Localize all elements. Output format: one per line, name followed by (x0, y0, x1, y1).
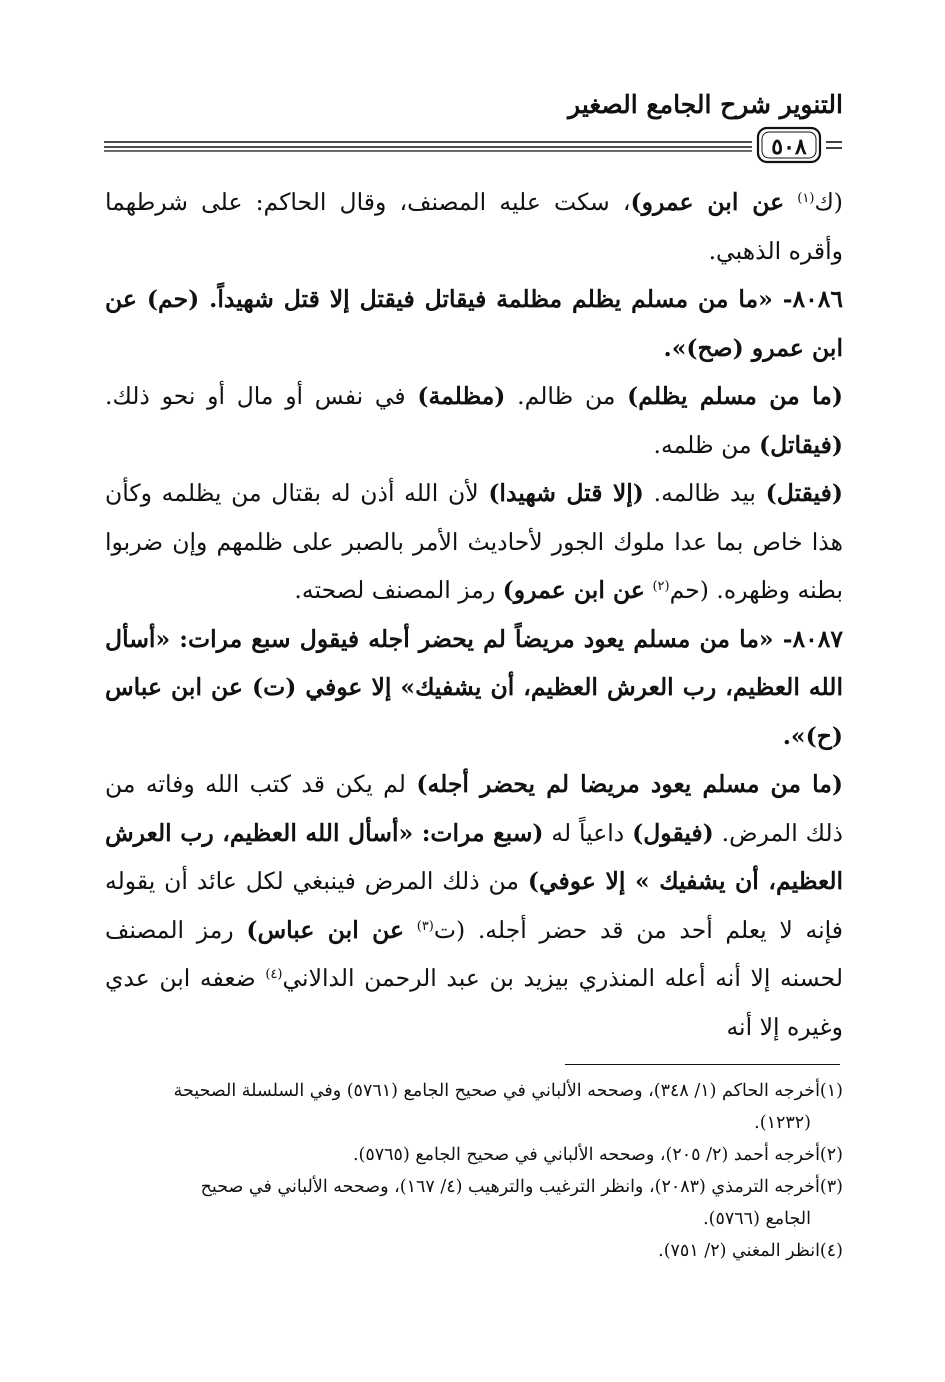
bold-text: (فيقاتل) (759, 430, 843, 459)
bold-text: (ما من مسلم يظلم) (627, 382, 843, 410)
footnote-continuation: الجامع (٥٧٦٦). (703, 1209, 811, 1229)
bold-text: (مظلمة) (417, 382, 506, 410)
bold-text: عن ابن عباس) (246, 915, 405, 944)
page-number: ٥٠٨ (771, 134, 807, 160)
text-span: رمز المصنف لحسنه إلا أنه أعله المنذري بيزيد بن عبد الرحمن الدالاني (105, 915, 844, 992)
text-span: لم يكن قد كتب الله وفاته من ذلك المرض. (105, 770, 844, 847)
paragraph (105, 469, 843, 615)
hadith-text (105, 275, 843, 372)
paragraph (105, 372, 843, 469)
footnote: (١)أخرجه الحاكم (١/ ٣٤٨)، وصححه الألباني في صحيح الجامع (٥٧٦١) وفي السلسلة الصحيحة (173, 1081, 843, 1101)
bold-text: عن ابن عمرو) (630, 188, 785, 216)
bold-text: ٨٠٨٧- «ما من مسلم يعود مريضاً لم يحضر أجله فيقول سبع مرات: «أسأل الله العظيم، رب العرش العظيم، أن يشفيك» إلا عوفي (ت) عن ابن عباس (ح)». (105, 624, 843, 750)
text-span: داعياً له (543, 818, 633, 847)
text-span: بيد ظالمه. (643, 479, 766, 507)
main-text (105, 178, 843, 1051)
text-span: (ك (814, 188, 843, 216)
bold-text: (سبع مرات: «أسأل الله العظيم، رب العرش العظيم، أن يشفيك » إلا عوفي) (105, 818, 844, 895)
paragraph (105, 760, 843, 1051)
text-span: لأن الله أذن له بقتال من يظلمه وكأن هذا خاص بما عدا ملوك الجور لأحاديث الأمر بالصبر على ظلمهم وإن ضربوا بطنه وظهره. (حم (105, 479, 843, 604)
bold-text: (إلا قتل شهيدا) (488, 479, 644, 507)
footnotes (105, 1076, 843, 1268)
bold-text: (فيقتل) (765, 479, 843, 507)
footnote-ref: (٣) (416, 918, 434, 934)
footnote-ref: (٢) (652, 579, 670, 594)
footnote-divider (565, 1064, 840, 1065)
text-span: من ظالم. (505, 382, 628, 410)
paragraph (105, 178, 843, 275)
footnote-continuation: (١٢٣٢). (754, 1113, 811, 1133)
text-span: في نفس أو مال أو نحو ذلك. (105, 382, 418, 410)
page-number-frame (104, 120, 842, 170)
bold-text: (ما من مسلم يعود مريضا لم يحضر أجله) (416, 770, 843, 798)
bold-text: ٨٠٨٦- «ما من مسلم يظلم مظلمة فيقاتل فيقتل إلا قتل شهيداً. (حم) عن ابن عمرو (صح)». (105, 285, 843, 362)
footnote-ref: (٤) (265, 967, 283, 982)
header-rule (104, 120, 842, 170)
text-span: ضعفه ابن عدي وغيره إلا أنه (105, 964, 843, 1041)
text-span: من ظلمه. (653, 430, 760, 459)
bold-text: عن ابن عمرو) (502, 576, 645, 604)
footnote: (٣)أخرجه الترمذي (٢٠٨٣)، وانظر الترغيب والترهيب (٤/ ١٦٧)، وصححه الألباني في صحيح (200, 1177, 843, 1197)
bold-text: (فيقول) (632, 818, 714, 847)
text-span: من ذلك المرض فينبغي لكل عائد أن يقوله فإنه لا يعلم أحد من قد حضر أجله. (ت (105, 867, 843, 944)
text-span: رمز المصنف لصحته. (294, 576, 503, 604)
footnote: (٤)انظر المغني (٢/ ٧٥١). (658, 1241, 843, 1261)
footnote-ref: (١) (797, 191, 815, 206)
page-title: التنوير شرح الجامع الصغير (568, 90, 843, 119)
footnote: (٢)أخرجه أحمد (٢/ ٢٠٥)، وصححه الألباني في صحيح الجامع (٥٧٦٥). (352, 1145, 843, 1165)
hadith-text (105, 615, 843, 761)
text-span: ، سكت عليه المصنف، وقال الحاكم: على شرطهما وأقره الذهبي. (105, 188, 843, 265)
